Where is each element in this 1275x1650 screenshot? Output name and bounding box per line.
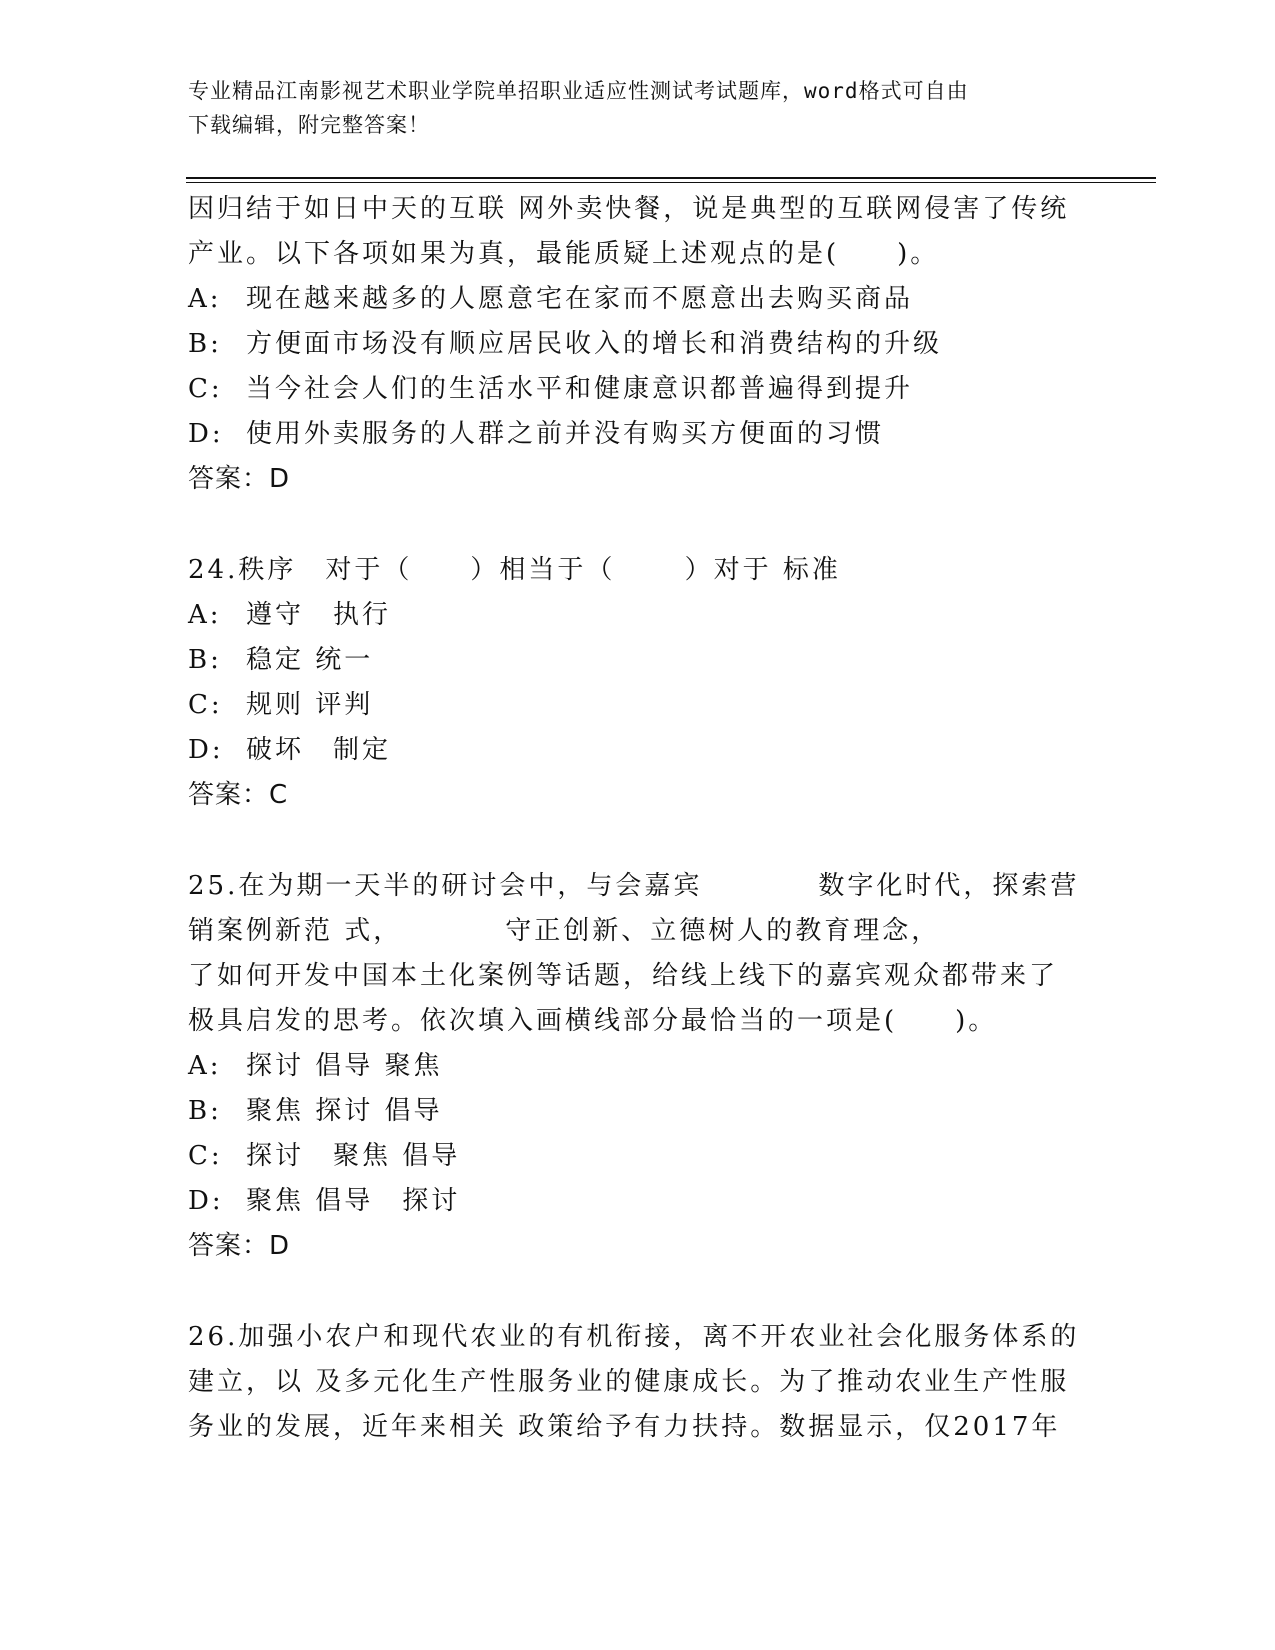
document-body: [188, 187, 1088, 1450]
option-text: 探讨 倡导 聚焦: [246, 1051, 443, 1081]
option-text: 方便面市场没有顺应居民收入的增长和消费结构的升级: [246, 329, 943, 359]
option-a: [188, 593, 1088, 638]
option-b: [188, 322, 1088, 367]
answer-line: 答案：D: [188, 1231, 291, 1261]
header-line-1: 专业精品江南影视艺术职业学院单招职业适应性测试考试题库，word格式可自由: [188, 79, 969, 103]
question-text-line: 26.加强小农户和现代农业的有机衔接，离不开农业社会化服务体系的: [188, 1322, 1080, 1352]
option-text: 现在越来越多的人愿意宅在家而不愿意出去购买商品: [246, 284, 914, 314]
option-letter: A:: [188, 1051, 222, 1081]
option-letter: C:: [188, 1141, 223, 1171]
question-text-line: 24.秩序 对于（ ）相当于（ ）对于 标准: [188, 555, 841, 585]
answer-line: 答案：C: [188, 780, 289, 810]
spacer: [188, 502, 1088, 548]
option-letter: C:: [188, 374, 223, 404]
header-divider-thin: [186, 182, 1156, 183]
option-b: [188, 638, 1088, 683]
question-25: [188, 864, 1088, 1269]
option-text: 遵守 执行: [246, 600, 392, 630]
option-d: [188, 412, 1088, 457]
option-text: 当今社会人们的生活水平和健康意识都普遍得到提升: [246, 374, 914, 404]
option-letter: B:: [188, 645, 222, 675]
option-letter: D:: [188, 419, 224, 449]
spacer: [188, 818, 1088, 864]
question-text-line: 务业的发展，近年来相关 政策给予有力扶持。数据显示，仅2017年: [188, 1412, 1061, 1442]
option-text: 聚焦 探讨 倡导: [246, 1096, 443, 1126]
option-d: [188, 728, 1088, 773]
option-letter: A:: [188, 284, 222, 314]
page-header: [188, 74, 1068, 142]
question-text-line: 了如何开发中国本土化案例等话题，给线上线下的嘉宾观众都带来了: [188, 961, 1059, 991]
question-text-line: 产业。以下各项如果为真，最能质疑上述观点的是( )。: [188, 239, 940, 269]
question-26: [188, 1315, 1088, 1450]
option-letter: D:: [188, 1186, 224, 1216]
option-a: [188, 277, 1088, 322]
option-a: [188, 1044, 1088, 1089]
option-c: [188, 683, 1088, 728]
option-text: 破坏 制定: [246, 735, 392, 765]
option-c: [188, 367, 1088, 412]
option-text: 规则 评判: [246, 690, 374, 720]
spacer: [188, 1269, 1088, 1315]
option-c: [188, 1134, 1088, 1179]
option-b: [188, 1089, 1088, 1134]
option-letter: B:: [188, 329, 222, 359]
question-text-line: 极具启发的思考。依次填入画横线部分最恰当的一项是( )。: [188, 1006, 998, 1036]
question-text-line: 建立，以 及多元化生产性服务业的健康成长。为了推动农业生产性服: [188, 1367, 1070, 1397]
option-text: 探讨 聚焦 倡导: [246, 1141, 461, 1171]
header-line-2: 下载编辑，附完整答案！: [188, 113, 430, 137]
question-23: [188, 187, 1088, 502]
question-text-line: 25.在为期一天半的研讨会中，与会嘉宾 数字化时代，探索营: [188, 871, 1080, 901]
question-24: [188, 548, 1088, 818]
answer-line: 答案：D: [188, 464, 291, 494]
option-text: 稳定 统一: [246, 645, 374, 675]
question-text-line: 销案例新范 式， 守正创新、立德树人的教育理念，: [188, 916, 941, 946]
option-d: [188, 1179, 1088, 1224]
option-letter: D:: [188, 735, 224, 765]
option-letter: B:: [188, 1096, 222, 1126]
option-letter: C:: [188, 690, 223, 720]
question-text-line: 因归结于如日中天的互联 网外卖快餐，说是典型的互联网侵害了传统: [188, 194, 1070, 224]
option-letter: A:: [188, 600, 222, 630]
header-divider-thick: [186, 177, 1156, 179]
option-text: 使用外卖服务的人群之前并没有购买方便面的习惯: [246, 419, 885, 449]
option-text: 聚焦 倡导 探讨: [246, 1186, 461, 1216]
